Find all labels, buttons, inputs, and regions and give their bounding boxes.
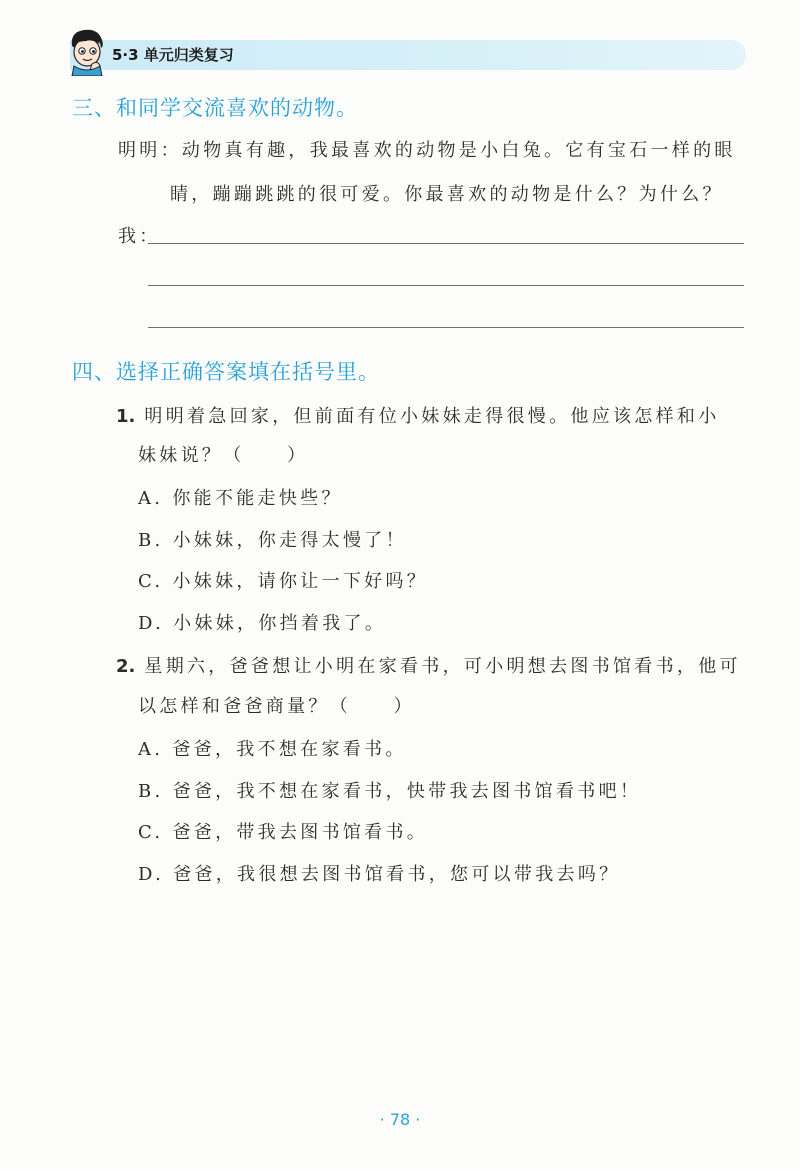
question-2-line-2: 以怎样和爸爸商量？（ ） <box>138 696 415 717</box>
answer-line-3[interactable] <box>148 327 744 328</box>
question-2-text-1: 星期六，爸爸想让小明在家看书，可小明想去图书馆看书，他可 <box>144 656 741 677</box>
question-1-option-b: B. 小妹妹，你走得太慢了！ <box>138 530 407 551</box>
question-2-option-b: B. 爸爸，我不想在家看书，快带我去图书馆看书吧！ <box>138 781 642 802</box>
answer-label: 我： <box>118 226 161 247</box>
question-2-option-c: C. 爸爸，带我去图书馆看书。 <box>138 822 429 843</box>
page-number: · 78 · <box>379 1110 421 1129</box>
dialogue-line-2: 睛，蹦蹦跳跳的很可爱。你最喜欢的动物是什么？为什么？ <box>170 184 724 205</box>
question-2-line-1 <box>116 652 741 678</box>
question-1-number: 1. <box>116 406 136 427</box>
answer-line-1[interactable] <box>148 243 744 244</box>
section-4-title: 四、选择正确答案填在括号里。 <box>72 360 380 384</box>
question-2-option-d: D. 爸爸，我很想去图书馆看书，您可以带我去吗？ <box>138 864 621 885</box>
question-2-option-a: A. 爸爸，我不想在家看书。 <box>138 739 407 760</box>
question-2-number: 2. <box>116 656 136 677</box>
speaker-label: 明明： <box>118 140 182 161</box>
question-1-line-1 <box>116 402 720 428</box>
header-title: 5·3 单元归类复习 <box>112 46 234 64</box>
question-1-option-c: C. 小妹妹，请你让一下好吗？ <box>138 571 429 592</box>
answer-line-2[interactable] <box>148 285 744 286</box>
dialogue-line-1 <box>118 136 736 162</box>
question-1-option-a: A. 你能不能走快些？ <box>138 488 343 509</box>
dialogue-text-1: 动物真有趣，我最喜欢的动物是小白兔。它有宝石一样的眼 <box>181 140 736 161</box>
question-1-line-2: 妹妹说？（ ） <box>138 445 309 466</box>
question-1-option-d: D. 小妹妹，你挡着我了。 <box>138 613 387 634</box>
section-3-title: 三、和同学交流喜欢的动物。 <box>72 96 358 120</box>
question-1-text-1: 明明着急回家，但前面有位小妹妹走得很慢。他应该怎样和小 <box>144 406 720 427</box>
boy-mascot-icon <box>66 26 108 76</box>
